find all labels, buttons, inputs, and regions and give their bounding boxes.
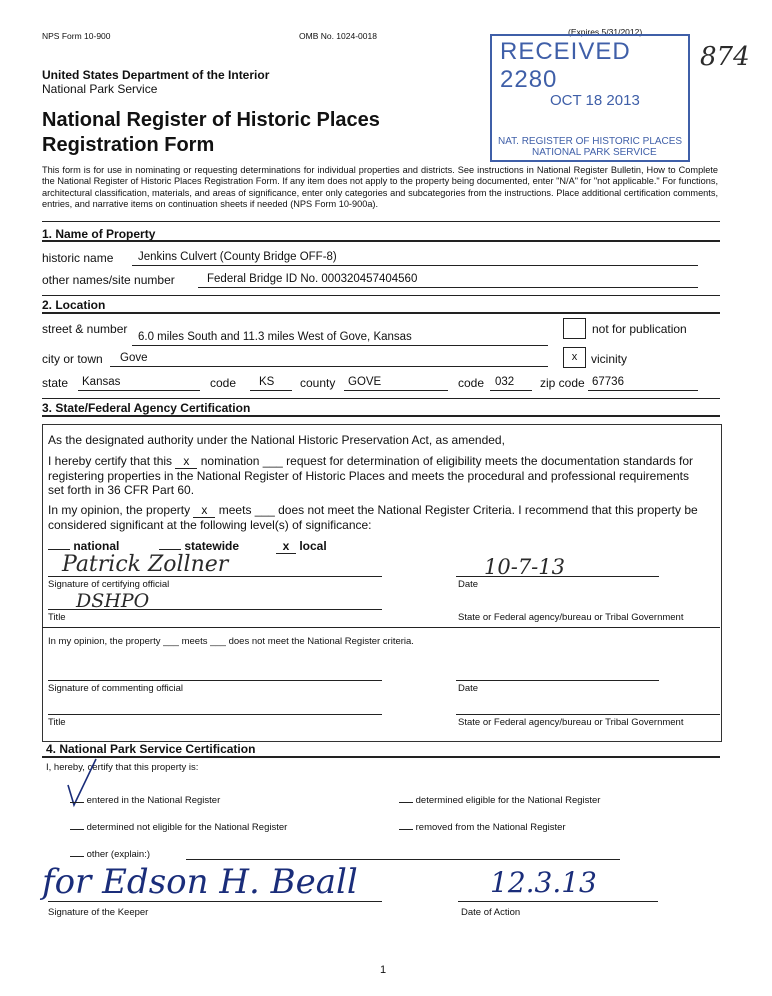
other-names-value[interactable]: Federal Bridge ID No. 000320457404560: [207, 273, 418, 285]
level-statewide-label: statewide: [184, 539, 240, 553]
opt-removed-label: removed from the National Register: [415, 822, 566, 833]
opinion-statement: [48, 503, 718, 532]
county-code-label: code: [458, 376, 485, 390]
stamp-date: OCT 18 2013: [550, 92, 640, 109]
keeper-label: Signature of the Keeper: [48, 907, 149, 918]
state-code-value[interactable]: KS: [259, 376, 275, 388]
county-value[interactable]: GOVE: [348, 376, 382, 388]
omb-number: OMB No. 1024-0018: [299, 31, 377, 41]
received-stamp: [490, 34, 690, 162]
street-value[interactable]: 6.0 miles South and 11.3 miles West of Gove, Kansas: [138, 331, 412, 343]
handwritten-number: 874: [700, 42, 750, 72]
certifying-date-label: Date: [458, 579, 479, 590]
level-national-label: national: [73, 539, 120, 553]
intro-instructions: This form is for use in nominating or requesting determinations for individual properties and districts. See instructions in National Register Bulletin, How to Complete the National Register of Historic Places Registration Form. If any item does not apply to the property being documented, enter "N/A" for "not applicable." For functions, architectural classification, materials, and areas of significance, enter only categories and subcategories from the instructions. Place additional certification comments, entries, and narrative items on continuation sheets if needed (NPS Form 10-900a).: [42, 165, 718, 210]
historic-name-label: historic name: [42, 251, 114, 265]
level-statewide-blank[interactable]: [159, 549, 181, 550]
certify-prefix: I hereby certify that this: [48, 454, 173, 468]
level-national[interactable]: [48, 539, 119, 553]
vicinity-label: vicinity: [591, 352, 628, 366]
state-code-label: code: [210, 376, 237, 390]
title-label: Title: [48, 612, 66, 623]
level-local-mark[interactable]: x: [276, 539, 296, 554]
opt-determined-eligible-label: determined eligible for the National Register: [415, 795, 601, 806]
agency-label: State or Federal agency/bureau or Tribal Government: [458, 612, 684, 623]
section4-heading: 4. National Park Service Certification: [46, 742, 256, 756]
not-for-publication-label: not for publication: [592, 322, 687, 336]
opt-entered-blank[interactable]: [70, 802, 84, 803]
section2-heading: 2. Location: [42, 298, 106, 312]
county-label: county: [300, 376, 336, 390]
certify-rest: nomination ___ request for determination of eligibility meets the documentation standards for registering properties in the National Register of Historic Places and meets the procedural and professional requirements set forth in 36 CFR Part 60.: [48, 454, 694, 497]
certifying-signature-label: Signature of certifying official: [48, 579, 170, 590]
level-national-blank[interactable]: [48, 549, 70, 550]
opt-not-eligible-blank[interactable]: [70, 829, 84, 830]
state-label: state: [42, 376, 69, 390]
commenting-agency-label: State or Federal agency/bureau or Tribal Government: [458, 717, 684, 728]
opt-not-eligible-label: determined not eligible for the National Register: [86, 822, 288, 833]
level-local-label: local: [299, 539, 327, 553]
stamp-received: RECEIVED 2280: [500, 38, 631, 93]
expiration-date: (Expires 5/31/2012): [568, 27, 643, 37]
certifying-title: DSHPO: [76, 590, 150, 612]
opt-other-label: other (explain:): [86, 849, 151, 860]
city-label: city or town: [42, 352, 103, 366]
opinion-mark[interactable]: x: [193, 503, 215, 518]
date-of-action: 12.3.13: [490, 866, 597, 899]
state-value[interactable]: Kansas: [82, 376, 121, 388]
not-for-publication-checkbox[interactable]: [563, 318, 586, 339]
certify-mark[interactable]: x: [175, 454, 197, 469]
form-number: NPS Form 10-900: [42, 31, 111, 41]
historic-name-value[interactable]: Jenkins Culvert (County Bridge OFF-8): [138, 251, 337, 263]
level-local[interactable]: [276, 539, 327, 554]
form-title-line1: National Register of Historic Places: [42, 109, 380, 131]
stamp-line1: NAT. REGISTER OF HISTORIC PLACES: [498, 136, 683, 147]
certification-statement: [48, 454, 708, 497]
commenting-title-label: Title: [48, 717, 66, 728]
keeper-signature: for Edson H. Beall: [42, 862, 358, 902]
department-name: United States Department of the Interior: [42, 68, 270, 82]
stamp-line2: NATIONAL PARK SERVICE: [532, 147, 657, 158]
commenting-signature-label: Signature of commenting official: [48, 683, 184, 694]
zip-value[interactable]: 67736: [592, 376, 624, 388]
opinion-prefix: In my opinion, the property: [48, 503, 191, 517]
section1-heading: 1. Name of Property: [42, 227, 156, 241]
form-title-line2: Registration Form: [42, 134, 215, 156]
opt-removed[interactable]: [399, 822, 566, 833]
certifying-date: 10-7-13: [484, 555, 565, 579]
opt-entered-label: entered in the National Register: [86, 795, 221, 806]
commenting-date-label: Date: [458, 683, 479, 694]
opt-not-eligible[interactable]: [70, 822, 287, 833]
zip-label: zip code: [540, 376, 585, 390]
opt-entered[interactable]: [70, 795, 220, 806]
other-names-label: other names/site number: [42, 273, 175, 287]
opt-other[interactable]: [70, 849, 150, 860]
authority-statement: As the designated authority under the National Historic Preservation Act, as amended,: [48, 433, 505, 447]
opinion-rest: meets ___ does not meet the National Register Criteria. I recommend that this property be considered significant at the following level(s) of significance:: [48, 503, 698, 532]
page-number: 1: [380, 964, 387, 976]
level-statewide[interactable]: [159, 539, 239, 553]
commenting-opinion: In my opinion, the property ___ meets ___ does not meet the National Register criteria.: [48, 636, 414, 647]
service-name: National Park Service: [42, 82, 158, 96]
certifying-signature: Patrick Zollner: [62, 552, 229, 577]
date-of-action-label: Date of Action: [461, 907, 521, 918]
nps-cert-intro: I, hereby, certify that this property is:: [46, 762, 199, 773]
vicinity-checkbox[interactable]: [563, 347, 586, 368]
city-value[interactable]: Gove: [120, 352, 148, 364]
street-label: street & number: [42, 322, 128, 336]
county-code-value[interactable]: 032: [495, 376, 515, 388]
opt-other-blank[interactable]: [70, 856, 84, 857]
opt-determined-eligible-blank[interactable]: [399, 802, 413, 803]
opt-determined-eligible[interactable]: [399, 795, 600, 806]
vicinity-checkmark: x: [571, 351, 578, 363]
opt-removed-blank[interactable]: [399, 829, 413, 830]
section3-heading: 3. State/Federal Agency Certification: [42, 401, 251, 415]
